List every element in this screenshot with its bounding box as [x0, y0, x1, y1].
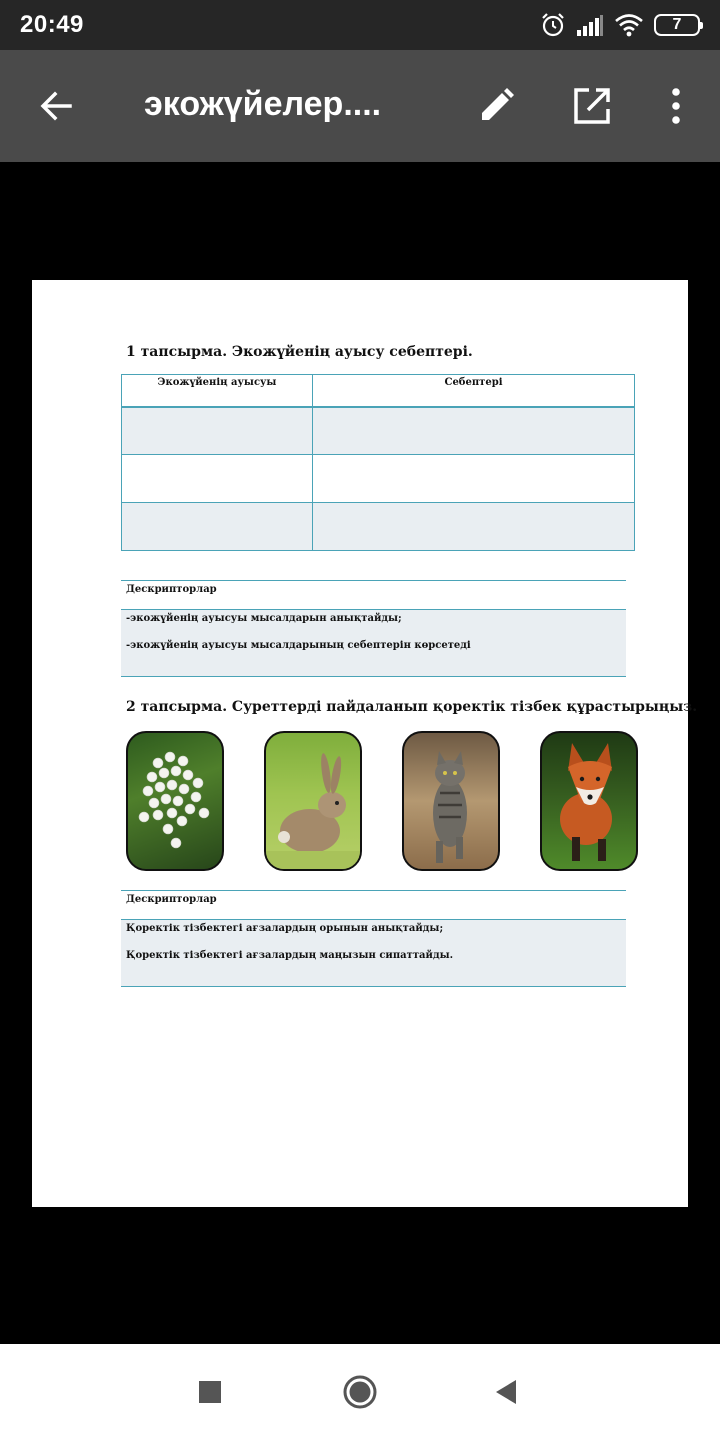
table-row	[122, 407, 635, 455]
fox-image	[540, 731, 638, 871]
descriptor-item: -экожүйенің ауысуы мысалдарының себептерін көрсетеді	[126, 640, 471, 651]
alarm-icon	[540, 12, 566, 38]
descriptors-heading: Дескрипторлар	[121, 581, 626, 610]
cat-illustration	[404, 733, 498, 869]
table-row	[122, 503, 635, 551]
table-cell	[122, 455, 313, 503]
navigation-bar	[0, 1344, 720, 1440]
task1-title: 1 тапсырма. Экожүйенің ауысу себептері.	[126, 344, 473, 360]
table-header-cell: Экожүйенің ауысуы	[122, 375, 313, 407]
battery-icon	[654, 14, 700, 36]
table-row	[122, 455, 635, 503]
open-external-icon[interactable]	[572, 86, 612, 126]
descriptor-item: Қоректік тізбектегі ағзалардың орынын анықтайды;	[126, 923, 444, 934]
task2-title: 2 тапсырма. Суреттерді пайдаланып қоректік тізбек құрастырыңыз.	[126, 699, 698, 715]
document-title: экожүйелер....	[144, 85, 382, 123]
descriptor-item: Қоректік тізбектегі ағзалардың маңызын сипаттайды.	[126, 950, 454, 961]
status-icons	[540, 11, 700, 39]
food-chain-images	[126, 731, 646, 871]
table-cell	[313, 407, 635, 455]
rabbit-illustration	[266, 733, 360, 869]
table-cell	[122, 407, 313, 455]
task2-descriptors	[121, 890, 626, 987]
status-bar	[0, 0, 720, 50]
table-cell	[313, 503, 635, 551]
status-time: 20:49	[20, 11, 84, 38]
table-header-row	[122, 375, 635, 407]
recent-apps-icon[interactable]	[190, 1372, 230, 1412]
signal-icon	[576, 14, 604, 36]
table-cell	[313, 455, 635, 503]
ecosystem-table	[121, 374, 635, 551]
cat-image	[402, 731, 500, 871]
descriptors-heading: Дескрипторлар	[121, 891, 626, 920]
table-cell	[122, 503, 313, 551]
task1-descriptors	[121, 580, 626, 677]
rabbit-image	[264, 731, 362, 871]
battery-level: 7	[672, 16, 682, 33]
back-icon[interactable]	[486, 1372, 526, 1412]
document-content	[32, 280, 698, 1207]
app-bar	[0, 50, 720, 162]
table-header-cell: Себептері	[313, 375, 635, 407]
descriptors-body	[121, 920, 626, 986]
wifi-icon	[614, 13, 644, 37]
white-flowers-image	[126, 731, 224, 871]
home-icon[interactable]	[340, 1372, 380, 1412]
document-page[interactable]	[32, 280, 698, 1207]
flower-illustration	[128, 733, 222, 869]
descriptors-body	[121, 610, 626, 676]
descriptor-item: -экожүйенің ауысуы мысалдарын анықтайды;	[126, 613, 402, 624]
fox-illustration	[542, 733, 636, 869]
pencil-icon[interactable]	[476, 86, 516, 126]
back-arrow-icon[interactable]	[36, 86, 76, 126]
more-vert-icon[interactable]	[660, 86, 692, 126]
